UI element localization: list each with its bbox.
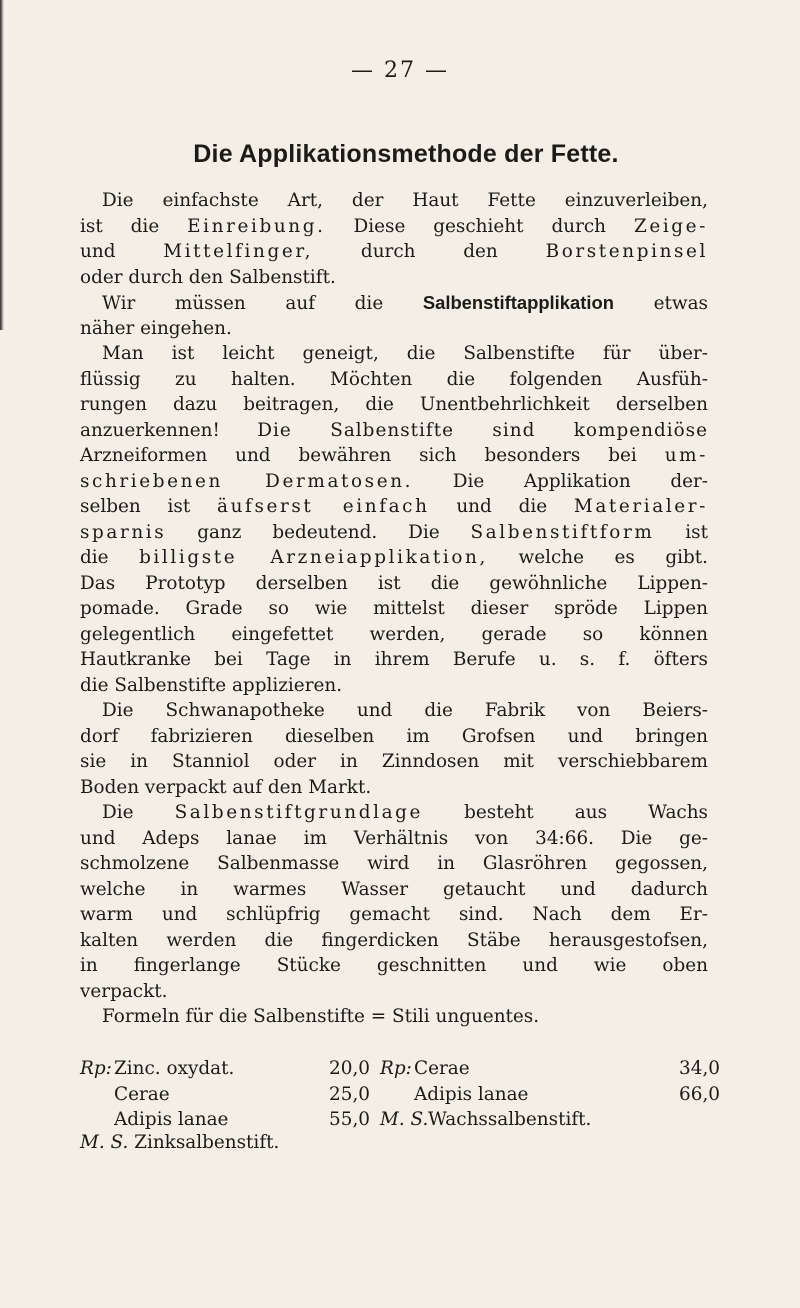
text-run: rungen dazu beitragen, die Unentbehrlichkeit derselben — [80, 394, 708, 415]
text-run: welche in warmes Wasser getaucht und dadurch — [80, 878, 708, 900]
recipe-row — [80, 1082, 370, 1108]
text-line — [80, 877, 708, 903]
text-run: selben ist — [80, 496, 218, 517]
page-number: — 27 — — [351, 58, 449, 83]
text-line — [80, 800, 708, 826]
text-run: etwas — [613, 293, 708, 314]
text-line — [80, 953, 708, 979]
body-text — [80, 188, 708, 1030]
emphasis: Salbenstiftform — [470, 521, 655, 543]
page-edge-shadow — [0, 0, 4, 330]
text-run: flüssig zu halten. Möchten die folgenden Ausfüh- — [80, 368, 708, 390]
ingredient-name: Cerae — [114, 1083, 170, 1105]
bold-term: Salbenstiftapplikation — [422, 292, 614, 313]
text-run: und — [80, 241, 164, 262]
recipe-wax — [380, 1056, 720, 1133]
text-line — [80, 902, 708, 928]
text-run: und die — [429, 496, 574, 517]
text-run: oder durch den Salbenstift. — [80, 266, 336, 288]
text-run: Arzneiformen und bewähren sich besonders bei — [80, 445, 665, 466]
text-line — [80, 494, 708, 520]
ingredient-amount: 20,0 — [329, 1058, 370, 1079]
text-line — [80, 673, 708, 699]
text-line — [80, 1004, 708, 1030]
text-run: und Adeps lanae im Verhältnis von 34:66. Die ge- — [80, 827, 708, 849]
text-run: die Salbenstifte applizieren. — [80, 674, 343, 696]
emphasis: Die Salbenstifte sind kompendiöse — [257, 419, 708, 441]
text-run: Hautkranke bei Tage in ihrem Berufe u. s. f. öfters — [80, 649, 708, 670]
recipe-row — [380, 1107, 720, 1133]
text-run: warm und schlüpfrig gemacht sind. Nach dem Er- — [80, 904, 708, 925]
ingredient-name: Adipis lanae — [414, 1083, 529, 1105]
ingredient-amount: 66,0 — [679, 1083, 720, 1105]
text-line — [80, 775, 708, 801]
text-run: Die einfachste Art, der Haut Fette einzuverleiben, — [102, 190, 708, 211]
recipe-closing: Zinksalbenstift. — [134, 1132, 280, 1153]
text-line — [80, 749, 708, 775]
ms-label: M. S. — [80, 1132, 129, 1153]
text-line — [80, 214, 708, 240]
emphasis: Materialer- — [573, 496, 708, 517]
text-line — [80, 239, 708, 265]
text-run: kalten werden die fingerdicken Stäbe herausgestofsen, — [80, 929, 708, 951]
text-line — [80, 265, 708, 291]
text-run: schmolzene Salbenmasse wird in Glasröhren gegossen, — [80, 853, 708, 874]
ingredient-name: Cerae — [414, 1058, 470, 1079]
text-run: anzuerkennen! — [80, 419, 258, 441]
text-run: welche es gibt. — [487, 547, 709, 568]
emphasis: Zeige- — [633, 215, 708, 237]
ingredient-name: Zinc. oxydat. — [114, 1058, 235, 1079]
text-run: verpackt. — [80, 980, 168, 1002]
text-line — [80, 520, 708, 546]
text-run: Die Applikation der- — [413, 470, 708, 492]
recipe-row — [80, 1107, 370, 1133]
text-run: Diese geschieht durch — [325, 215, 634, 237]
page-title: Die Applikationsmethode der Fette. — [193, 140, 619, 168]
text-line — [80, 724, 708, 750]
emphasis: um- — [664, 445, 708, 466]
emphasis: sparnis — [80, 521, 167, 543]
text-run: sie in Stanniol oder in Zinndosen mit verschiebbarem — [80, 751, 708, 772]
text-run: dorf fabrizieren dieselben im Grofsen und bringen — [80, 725, 708, 747]
text-run: ist die — [80, 215, 188, 237]
text-line — [80, 979, 708, 1005]
text-line — [80, 545, 708, 571]
text-run: durch den — [313, 241, 546, 262]
text-line — [80, 596, 708, 622]
text-line — [80, 469, 708, 495]
text-line — [80, 851, 708, 877]
emphasis: Borstenpinsel — [545, 241, 709, 262]
text-line — [80, 928, 708, 954]
ingredient-amount: 55,0 — [329, 1109, 370, 1130]
text-run: die — [80, 547, 140, 568]
text-line — [80, 367, 708, 393]
rx-label: Rp: — [380, 1058, 412, 1079]
text-line — [80, 418, 708, 444]
emphasis: Mittelfinger, — [163, 241, 314, 262]
text-line — [80, 392, 708, 418]
recipe-row — [380, 1056, 720, 1082]
text-line — [80, 826, 708, 852]
text-run: in fingerlange Stücke geschnitten und wie oben — [80, 955, 708, 976]
text-run: Das Prototyp derselben ist die gewöhnliche Lippen- — [80, 572, 708, 594]
text-run: ist — [654, 521, 708, 543]
text-run: Wir müssen auf die — [102, 293, 423, 314]
text-run: ganz bedeutend. Die — [166, 521, 471, 543]
ingredient-amount: 34,0 — [679, 1058, 720, 1079]
emphasis: billigste Arzneiapplikation, — [139, 547, 488, 568]
recipe-zinc — [80, 1056, 370, 1133]
recipe-row — [380, 1082, 720, 1108]
text-run: Die Schwanapotheke und die Fabrik von Beiers- — [102, 700, 708, 721]
text-run: pomade. Grade so wie mittelst dieser spröde Lippen — [80, 598, 708, 619]
text-run: Die — [102, 802, 175, 823]
text-line — [80, 698, 708, 724]
text-line — [80, 341, 708, 367]
ingredient-name: Adipis lanae — [114, 1109, 229, 1130]
recipe-closing: Wachssalbenstift. — [428, 1109, 592, 1130]
text-run: gelegentlich eingefettet werden, gerade so können — [80, 623, 708, 645]
text-line — [80, 571, 708, 597]
text-run: Formeln für die Salbenstifte = Stili unguentes. — [102, 1006, 540, 1027]
text-line — [80, 316, 708, 342]
rx-label: Rp: — [80, 1058, 112, 1079]
text-line — [80, 290, 708, 316]
emphasis: schriebenen Dermatosen. — [80, 470, 414, 492]
text-run: besteht aus Wachs — [423, 802, 708, 823]
text-line — [80, 188, 708, 214]
text-run: näher eingehen. — [80, 317, 232, 339]
ingredient-amount: 25,0 — [329, 1083, 370, 1105]
text-line — [80, 622, 708, 648]
emphasis: äufserst einfach — [217, 496, 430, 517]
ms-label: M. S. — [380, 1109, 429, 1130]
text-line — [80, 647, 708, 673]
text-line — [80, 443, 708, 469]
text-run: Boden verpackt auf den Markt. — [80, 776, 372, 798]
text-run: Man ist leicht geneigt, die Salbenstifte für über- — [102, 343, 708, 364]
recipe-row — [80, 1056, 370, 1082]
emphasis: Salbenstiftgrundlage — [174, 802, 423, 823]
recipe-closing-line — [80, 1132, 279, 1153]
emphasis: Einreibung. — [187, 215, 326, 237]
